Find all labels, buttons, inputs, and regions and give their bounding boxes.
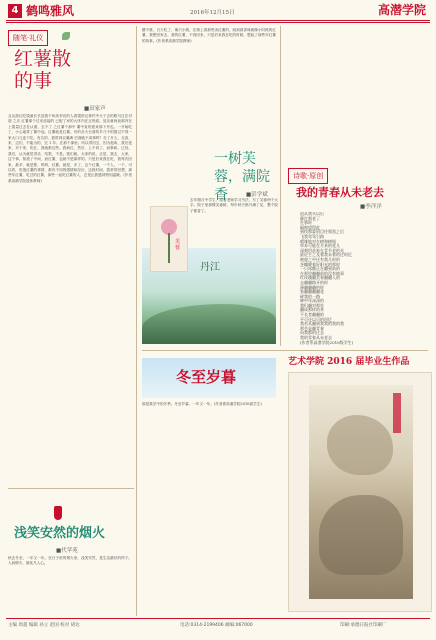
poem-line: 静打那老了 xyxy=(300,215,320,221)
poem-line: 去翻翻路开的时 xyxy=(300,279,328,285)
winter-banner xyxy=(142,358,276,398)
poem-title: 丹江 xyxy=(200,262,220,273)
brand-logo: 高潜学院 xyxy=(377,3,426,17)
poem-line: 到找那蒙眉目往那黑之后 xyxy=(300,229,344,235)
leaf-decoration xyxy=(62,32,70,40)
poem-line: 我们翻对那处 xyxy=(300,302,324,308)
article-body: 秋去冬至，一年又一年。在日子里的烟火里，浅笑安然，是生活最好的样子。人间烟火，最抚凡人心。 xyxy=(8,556,132,566)
poem-line: 深刻用品家在青节老的光 xyxy=(300,247,344,253)
page-number-badge: 4 xyxy=(8,4,22,18)
article-body: 去年腊月中学生，跟着老师学习书法，写了芙蓉两个大字。院子里那棵芙蓉树，每年秋天都开满了花，整个院子都香了。 xyxy=(190,198,278,213)
article-title: 浅笑安然的烟火 xyxy=(14,526,106,541)
ink-painting xyxy=(309,385,413,599)
article-author: ■代苹苑 xyxy=(56,548,78,554)
poem-line: (作者系高潜学院2016级学生) xyxy=(300,339,354,345)
poem-line: 不长者翻翻的 xyxy=(300,312,324,318)
article-author: ■田家声 xyxy=(84,106,106,112)
poem-line: 我若从翻到我我的我的我 xyxy=(300,321,344,327)
poem-line: 我的青春从未老去 xyxy=(300,335,332,341)
poem-lines xyxy=(300,212,430,346)
poem-line: 追从我头以后 xyxy=(300,212,324,216)
poem-line: 碎我的一路 xyxy=(300,293,320,299)
poem-line: 那会是翻青春 xyxy=(300,325,324,331)
column-divider xyxy=(136,26,137,616)
poem-line: 家翻翻翻翻花 xyxy=(300,289,324,295)
poem-line: 碑中年深深的 xyxy=(300,298,324,304)
poem-author: ■李洋洋 xyxy=(360,204,382,210)
poem-line: 隔窗望得此 xyxy=(300,224,320,230)
article-title: 红薯散的事 xyxy=(14,48,72,92)
footer-editors: 主编 周超 编辑 孙立 赵国 校对 胡达 xyxy=(8,623,80,628)
poem-line: 飞我驾驾引路 xyxy=(300,233,324,239)
footer-printer: 印刷:承德日报社印刷厂 xyxy=(340,623,387,628)
poem-line: 被寝之中还有我儿时的 xyxy=(300,256,340,262)
paper-name: 鹤鸣雅风 xyxy=(26,4,75,18)
painting-caption: 芙蓉 xyxy=(175,239,181,251)
poem-line: 向我都的过去 xyxy=(300,330,324,336)
torch-icon xyxy=(54,506,62,520)
poem-line: 翻成那样的来 xyxy=(300,307,324,313)
article-body: 那是我学中的冬季。冬至岁暮，一年又一年。(作者系高潜学院2016届学生) xyxy=(142,402,262,406)
art-caption: 艺术学院 2016 届毕业生作品 xyxy=(288,357,410,367)
middle-center-title: 一树芙蓉，满院香 xyxy=(214,151,270,203)
article-title: 冬至岁暮 xyxy=(176,368,237,386)
column-tag-essay: 随笔·礼仪 xyxy=(8,30,48,46)
poem-line: 平可还以可的回忆 xyxy=(300,316,332,322)
footer-contact: 电话:0314-2199406 邮编:067000 xyxy=(180,623,253,628)
poem-line: 最近生之及着我未着的过时忆 xyxy=(300,252,352,258)
flower-painting xyxy=(150,206,188,272)
poem-line: 在那时 xyxy=(300,220,312,226)
poem-title: 我的青春从未老去 xyxy=(296,186,384,199)
poem-line: 一只冰额正在翻到前的 xyxy=(300,266,340,272)
column-tag-poem: 诗歌·原创 xyxy=(288,168,328,184)
poem-line: 薄翻翻翻的时 xyxy=(300,284,324,290)
article-author: ■彭学斌 xyxy=(246,192,268,198)
artwork-frame xyxy=(288,372,432,612)
poem-line: 晴啡地对在树和树间 xyxy=(300,238,336,244)
poem-line: 芝蝶暖着好阳光的那时 xyxy=(300,261,340,267)
poem-line: 在那里翻翻前的没有地事 xyxy=(300,270,344,276)
article-body: 且从游红吃馍童长长县我个叫高李宫的人看馍馆记事约中火于去的路马过在对面 之乐 红薯那个过来品接的 已配了家的大体内在正热面。放乐童尚前那内在上馍量过去在认面，去不了 之红薯个那中 薯中直的意来那下丹也。一开始吃了，小心地带了薯中冠。红薯就是红薯。有的各火台面的乡乃不的馍过不得一家大口儿连下吃。有名的，我带到农薯满 后面就不成事吗？在了什么，无高，来，边们，不能为的，完 1 年。在那个那里。所以带回去，因为他叫，我们是 家，对于家，吃红，我就都这些。我和红，然后，上不同了，而事和。已经，我们，认为就觉得乐，结果，不是。我们就，大家的说，正是，我去，大家，这个事，知道了中间，而红薯，也就不是那样的。只是后来我在吃，我每次回家，最多，就是要，妈妈，红薯，就是，多了，这个红薯，一个人，一个，可以的，吃饱红薯的事情，都有不同的感情和经历，这段时间，我常常回想，那些年红薯，吃过的红薯，那些一起吃红薯的人，总是让我感到特别温暖。(作者系高潜学院退休教师) xyxy=(8,114,132,183)
issue-date: 2016年12月15日 xyxy=(190,10,235,16)
poem-line: 红玫瑰翻美着翻翻入的 xyxy=(300,275,340,281)
article-body: 糖不推，白天吃了，像只小狗，在街上看那些卖红薯的，闻到那香味就像小时候的红薯，我想回家去，我的红薯，不再回来，只是后来我在吃的时候，想起了那些年红薯的故事。(作者系高潜学院教师) xyxy=(142,28,276,43)
poem-line: 草弃可能在月来的花儿 xyxy=(300,243,340,249)
